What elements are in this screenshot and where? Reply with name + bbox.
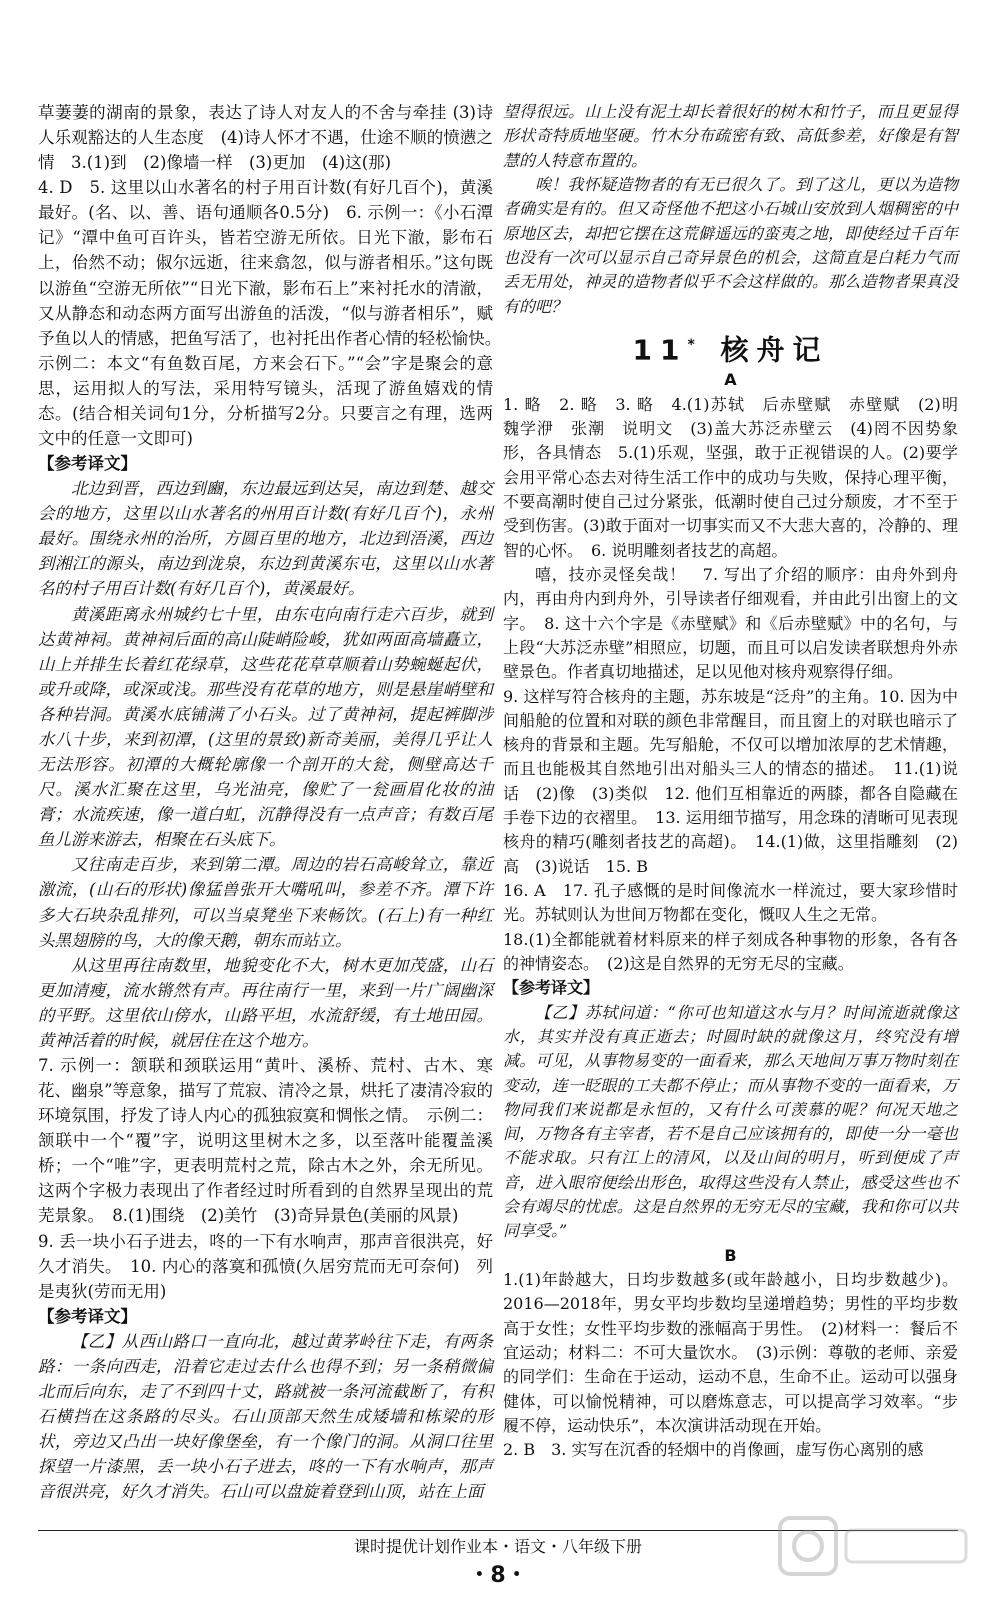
section-title [503,333,958,367]
answer-paragraph: 9. 丢一块小石子进去，咚的一下有水响声，那声音很洪亮，好久才消失。 10. 内心的落寞和孤愤(久居穷荒而无可奈何) 列是夷狄(劳而无用) [38,1231,493,1301]
answer-paragraph: 18.(1)全都能就着材料原来的样子刻成各种事物的形象，各有各的神情姿态。 (2)这是自然界的无穷无尽的宝藏。 [503,929,958,973]
reference-translation-heading: 【参考译文】 [38,1306,137,1326]
translation-paragraph: 望得很远。山上没有泥土却长着很好的树木和竹子，而且更显得形状奇特质地坚硬。竹木分布疏密有致、高低参差，好像是有智慧的人特意布置的。 [503,102,958,170]
answer-paragraph: 1. 略 2. 略 3. 略 4.(1)苏轼 后赤壁赋 赤壁赋 (2)明 魏学洢 张潮 说明文 (3)盖大苏泛赤壁云 (4)罔不因势象形，各具情态 5.(1)乐观，坚强，敢于正视错误的人。(2)要学会用平常心态去对待生活工作中的成功与失败，保持心理平衡，不要高潮时使自己过分紧张，低潮时使自己过分颓废，才不至于受到伤害。(3)敢于面对一切事实而又不大悲大喜的，冷静的、理智的心怀。 6. 说明雕刻者技艺的高超。 [503,394,975,560]
right-column [503,100,975,1463]
section-name: 核舟记 [720,333,829,367]
translation-paragraph: 【乙】从西山路口一直向北，越过黄茅岭往下走，有两条路：一条向西走，沿着它走过去什么也得不到；另一条稍微偏北而后向东，走了不到四十丈，路就被一条河流截断了，有积石横挡在这条路的尽头。石山顶部天然生成矮墙和栋梁的形状，旁边又凸出一块好像堡垒，有一个像门的洞。从洞口往里探望一片漆黑，丢一块小石子进去，咚的一下有水响声，那声音很洪亮，好久才消失。石山可以盘旋着登到山顶，站在上面 [38,1331,493,1502]
translation-paragraph: 从这里再往南数里，地貌变化不大，树木更加茂盛，山石更加清瘦，流水锵然有声。再往南行一里，来到一片广阔幽深的平野。这里依山傍水，山路平坦，水流舒缓，有土地田园。黄神活着的时候，就居住在这个地方。 [38,955,493,1050]
answer-paragraph: 16. A 17. 孔子感慨的是时间像流水一样流过，要大家珍惜时光。苏轼则认为世间万物都在变化，慨叹人生之无常。 [503,881,958,925]
answer-paragraph: 4. D 5. 这里以山水著名的村子用百计数(有好几百个)，黄溪最好。(名、以、善、语句通顺各0.5分) 6. 示例一：《小石潭记》“潭中鱼可百许头，皆若空游无所依。日光下澈，影布石上，佁然不动；俶尔远逝，往来翕忽，似与游者相乐。”这句既以游鱼“空游无所依”“日光下澈，影布石上”来衬托水的清澈，又从静态和动态两方面写出游鱼的活泼，“似与游者相乐”，赋予鱼以人的情感，把鱼写活了，也衬托出作者心情的轻松愉快。 示例二：本文“有鱼数百尾，方来会石下。”“会”字是聚会的意思，运用拟人的写法，采用特写镜头，活现了游鱼嬉戏的情态。(结合相关词句1分，分析描写2分。只要言之有理，选两文中的任意一文即可) [38,178,510,449]
answer-paragraph: 1.(1)年龄越大，日均步数越多(或年龄越小，日均步数越少)。2016—2018年，男女平均步数均呈递增趋势；男性的平均步数高于女性；女性平均步数的涨幅高于男性。 (2)材料一：餐后不宜运动；材料二：不可大量饮水。 (3)示例：尊敬的老师、亲爱的同学们：生命在于运动，运动不息，生命不止。运动可以强身健体，可以愉悦精神，可以磨炼意志，可以提高学习效率。“步履不停，运动快乐”，本次演讲活动现在开始。 [503,1270,958,1435]
translation-paragraph: 黄溪距离永州城约七十里，由东屯向南行走六百步，就到达黄神祠。黄神祠后面的高山陡峭险峻，犹如两面高墙矗立，山上并排生长着红花绿草，这些花花草草顺着山势蜿蜒起伏，或升或降，或深或浅。那些没有花草的地方，则是悬崖峭壁和各种岩洞。黄溪水底铺满了小石头。过了黄神祠，提起裤脚涉水八十步，来到初潭，(这里的景致)新奇美丽，美得几乎让人无法形容。初潭的大概轮廓像一个剖开的大瓮，侧壁高达千尺。溪水汇聚在这里，乌光油亮，像贮了一瓮画眉化妆的油膏；水流疾速，像一道白虹，沉静得没有一点声音；有数百尾鱼儿游来游去，相聚在石头底下。 [38,604,493,850]
section-number: 11 [632,333,688,367]
reference-translation-heading: 【参考译文】 [38,454,137,474]
translation-paragraph: 【乙】苏轼问道：“你可也知道这水与月？时间流逝就像这水，其实并没有真正逝去；时圆时缺的就像这月，终究没有增减。可见，从事物易变的一面看来，那么天地间万事万物时刻在变动，连一眨眼的工夫都不停止；而从事物不变的一面看来，万物同我们来说都是永恒的，又有什么可羡慕的呢？何况天地之间，万物各有主宰者，若不是自己应该拥有的，即使一分一毫也不能求取。只有江上的清风，以及山间的明月，听到便成了声音，进入眼帘便绘出形色，取得这些没有人禁止，感受这些也不会有竭尽的忧虑。这是自然界的无穷无尽的宝藏，我和你可以共同享受。” [503,1002,958,1241]
watermark-logo-icon [776,1512,976,1582]
reference-translation-heading: 【参考译文】 [503,978,600,998]
answer-paragraph: 9. 这样写符合核舟的主题，苏东坡是“泛舟”的主角。10. 因为中间船舱的位置和对联的颜色非常醒目，而且窗上的对联也暗示了核舟的背景和主题。先写船舱，不仅可以增加浓厚的艺术情趣，而且也能极其自然地引出对船头三人的情态的描述。 11.(1)说话 (2)像 (3)类似 12. 他们互相靠近的两膝，都各自隐藏在手卷下边的衣褶里。 13. 运用细节描写，用念珠的清晰可见表现核舟的精巧(雕刻者技艺的高超)。 14.(1)做，这里指雕刻 (2)高 (3)说话 15. B [503,686,958,876]
answer-paragraph: 7. 示例一：颔联和颈联运用“黄叶、溪桥、荒村、古木、寒花、幽泉”等意象，描写了荒寂、清冷之景，烘托了凄清冷寂的环境氛围，抒发了诗人内心的孤独寂寞和惆怅之情。 示例二：颔联中一个“覆”字，说明这里树木之多，以至落叶能覆盖溪桥；一个“唯”字，更表明荒村之荒，除古木之外，余无所见。这两个字极力表现出了作者经过时所看到的自然界呈现出的荒芜景象。 8.(1)围绕 (2)美竹 (3)奇异景色(美丽的风景) [38,1055,493,1226]
part-a-label: A [724,370,737,390]
page-number: ・8・ [468,1563,528,1588]
part-b-label: B [724,1245,737,1265]
left-column [38,100,510,1504]
answer-paragraph: 2. B 3. 实写在沉香的轻烟中的肖像画，虚写伤心离别的感 [503,1440,924,1460]
answer-paragraph: 草萋萋的湖南的景象，表达了诗人对友人的不舍与牵挂 (3)诗人乐观豁达的人生态度 (4)诗人怀才不遇，仕途不顺的愤懑之情 3.(1)到 (2)像墙一样 (3)更加 (4)这(那) [38,103,493,173]
translation-paragraph: 唉！我怀疑造物者的有无已很久了。到了这儿，更以为造物者确实是有的。但又奇怪他不把这小石城山安放到人烟稠密的中原地区去，却把它摆在这荒僻遥远的蛮夷之地，即使经过千百年也没有一次可以显示自己奇异景色的机会，这简直是白耗力气而丢无用处，神灵的造物者似乎不会这样做的。那么造物者果真没有的吧？ [503,174,958,316]
footer-book-title: 课时提优计划作业本・语文・八年级下册 [353,1537,642,1556]
translation-paragraph: 北边到晋，西边到豳，东边最远到达吴，南边到楚、越交会的地方，这里以山水著名的州用百计数(有好几百个)，永州最好。围绕永州的治所，方圆百里的地方，北边到浯溪，西边到湘江的源头，南边到泷泉，东边到黄溪东屯，这里以山水著名的村子用百计数(有好几百个)，黄溪最好。 [38,479,493,599]
answer-paragraph: 嘻，技亦灵怪矣哉！ 7. 写出了介绍的顺序：由舟外到舟内，再由舟内到舟外，引导读者仔细观看，并由此引出窗上的文字。 8. 这十六个字是《赤壁赋》和《后赤壁赋》中的名句，与上段“大苏泛赤壁”相照应，切题，而且可以启发读者联想舟外赤壁景色。作者真切地描述，足以见他对核舟观察得仔细。 [503,564,958,682]
section-mark: * [687,336,703,353]
translation-paragraph: 又往南走百步，来到第二潭。周边的岩石高峻耸立，靠近激流，(山石的形状)像猛兽张开大嘴吼叫，参差不齐。潭下许多大石块杂乱排列，可以当桌凳坐下来畅饮。(石上)有一种红头黑翅膀的鸟，大的像天鹅，朝东而站立。 [38,855,493,950]
